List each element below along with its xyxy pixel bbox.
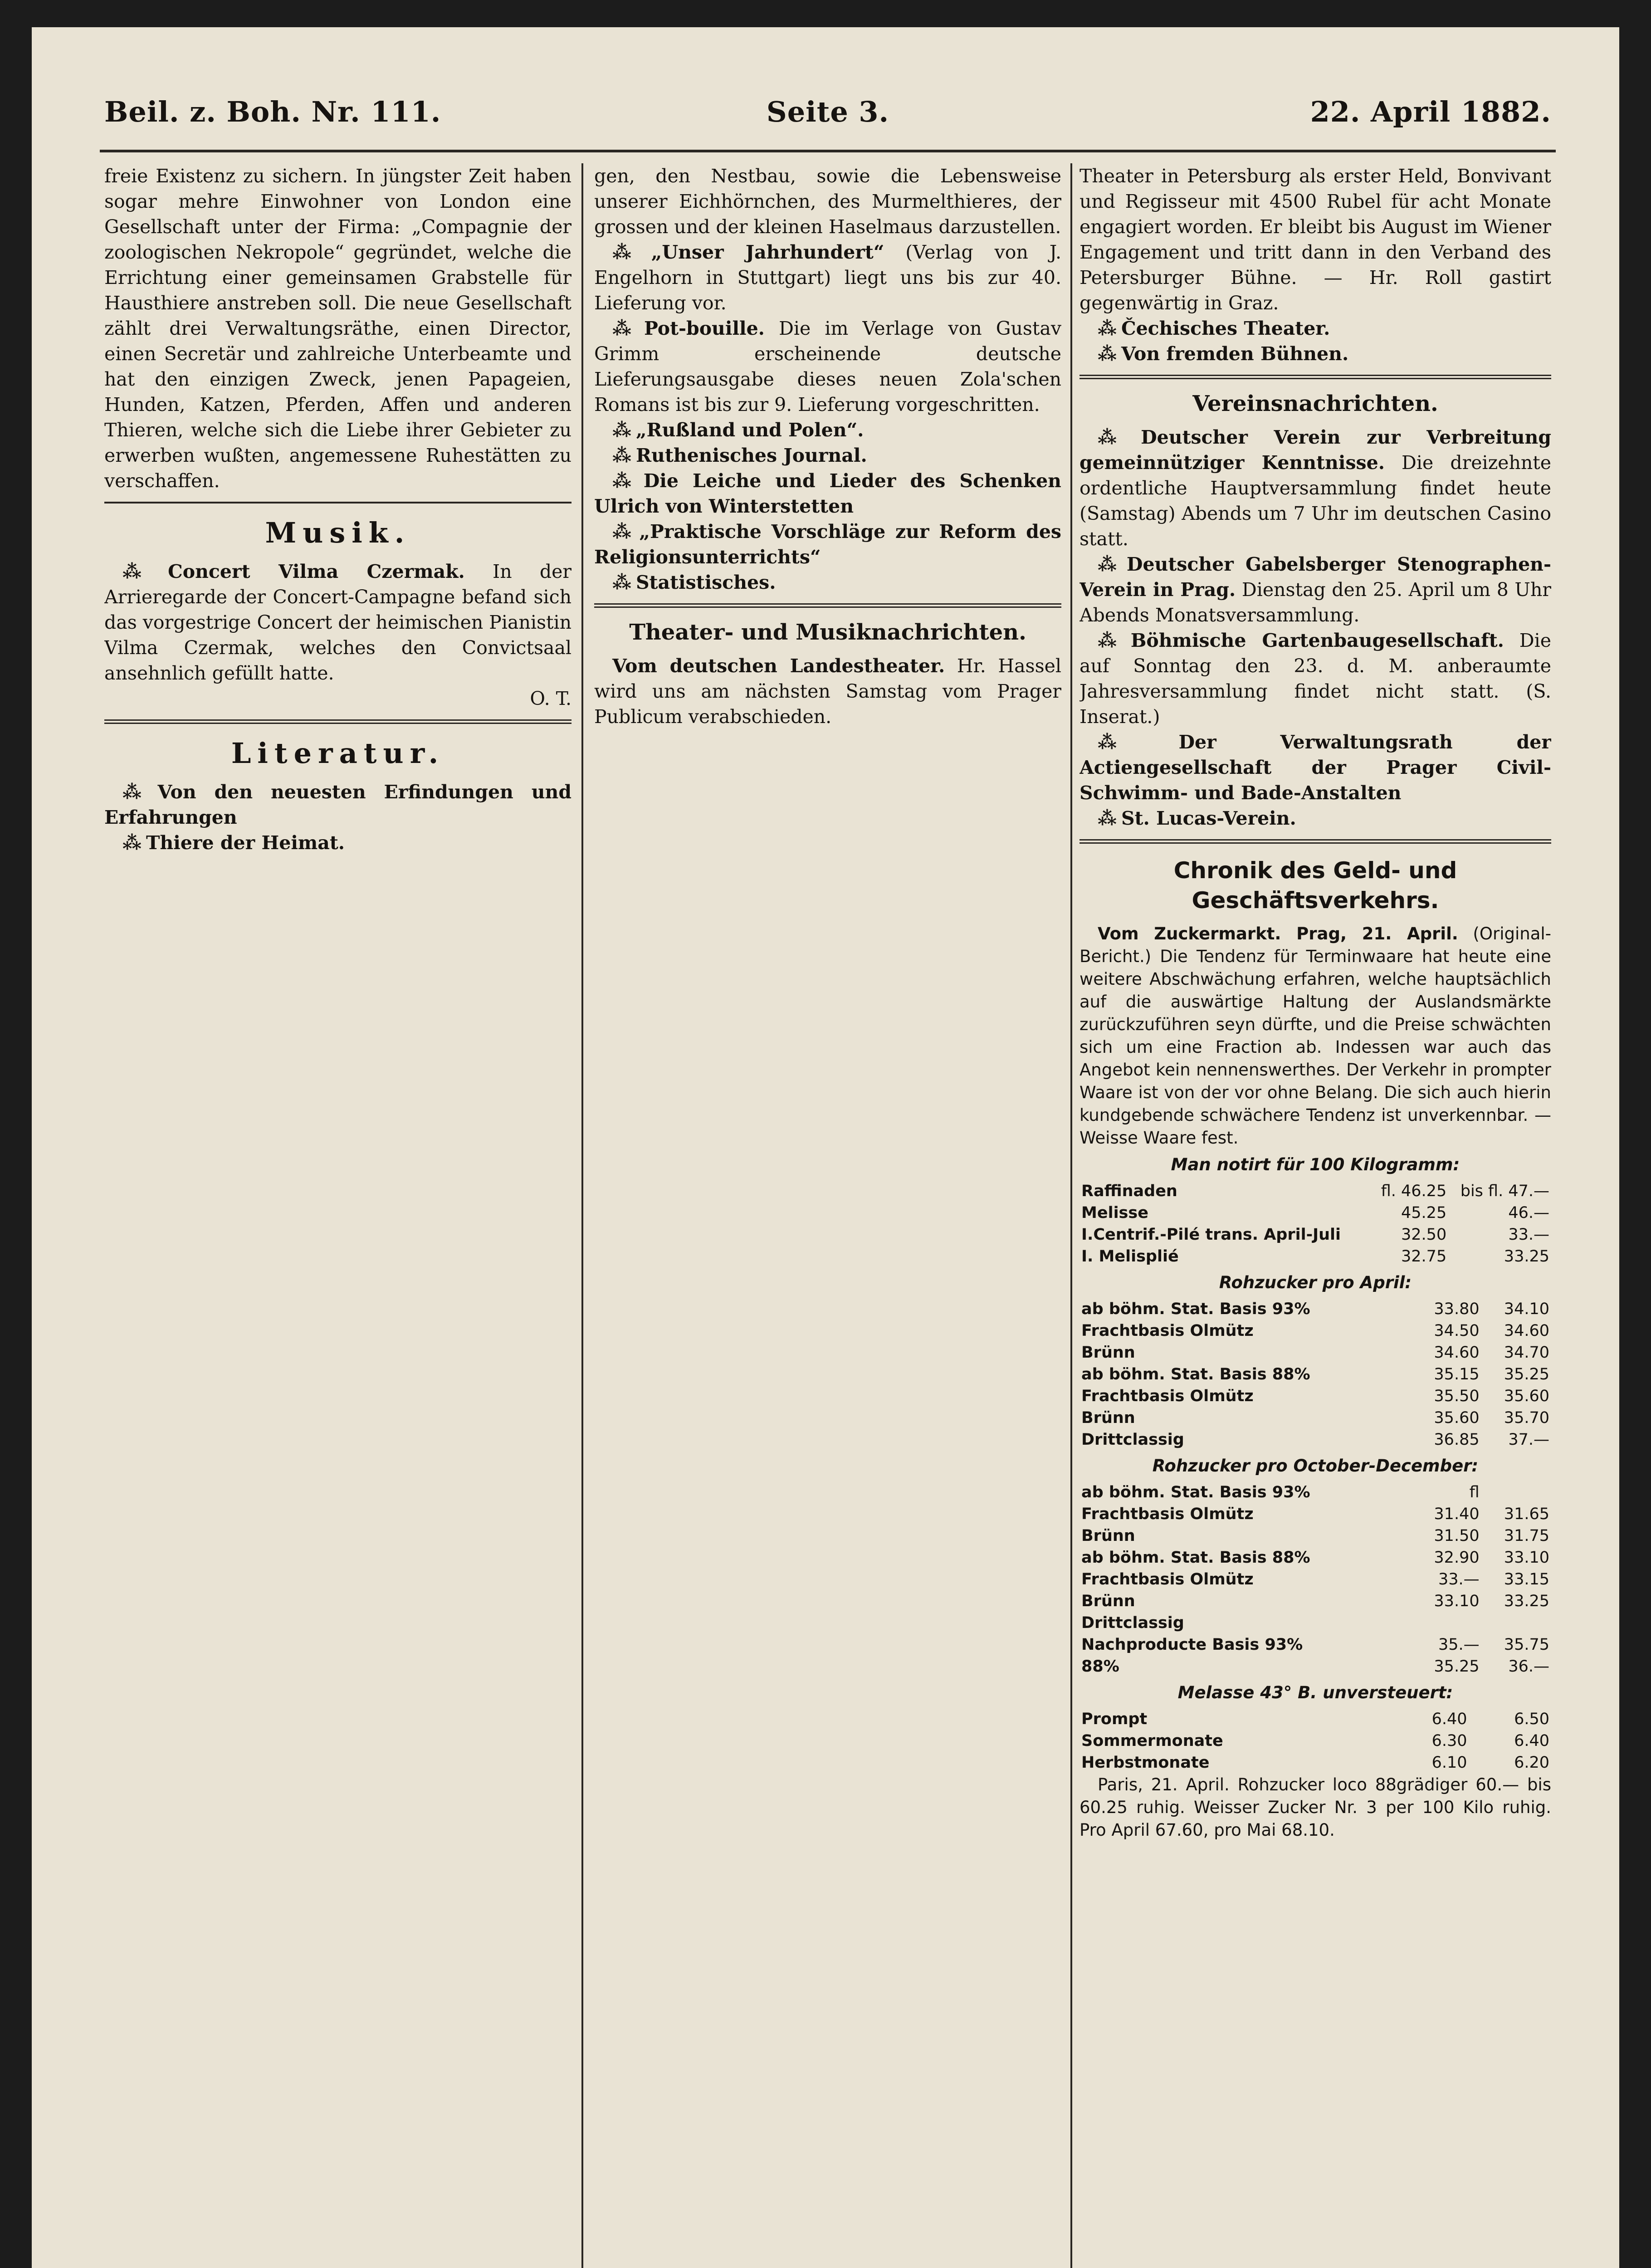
asterism-icon: ⁂ xyxy=(612,241,647,263)
market-label: Frachtbasis Olmütz xyxy=(1081,1387,1254,1405)
market-price xyxy=(1481,1612,1551,1634)
market-price: 33.— xyxy=(1508,1226,1549,1244)
article-heading xyxy=(594,468,1061,519)
asterism-icon: ⁂ xyxy=(122,561,164,582)
asterism-icon: ⁂ xyxy=(612,445,631,466)
market-label: Brünn xyxy=(1081,1592,1135,1610)
article-heading: „Rußland und Polen“. xyxy=(635,419,864,441)
market-price: 37.— xyxy=(1508,1431,1549,1449)
market-row xyxy=(1080,1246,1551,1267)
market-table xyxy=(1080,1180,1551,1267)
market-subheading: Rohzucker pro April: xyxy=(1219,1273,1412,1292)
article-heading: „Unser Jahrhundert“ xyxy=(651,241,884,263)
market-price xyxy=(1481,1481,1551,1503)
asterism-icon: ⁂ xyxy=(612,318,640,339)
market-price: 34.70 xyxy=(1504,1344,1549,1362)
market-label: Brünn xyxy=(1081,1409,1135,1427)
article-heading: „Praktische Vorschläge zur Reform des Religionsunterrichts“ xyxy=(594,521,1061,568)
article-text xyxy=(1080,552,1551,628)
market-row xyxy=(1080,1180,1551,1202)
article-heading: St. Lucas-Verein. xyxy=(1121,807,1296,829)
market-row xyxy=(1080,1656,1551,1677)
article-heading xyxy=(1080,341,1551,367)
market-row xyxy=(1080,1708,1551,1730)
market-label: Frachtbasis Olmütz xyxy=(1081,1570,1254,1589)
market-price: 33.25 xyxy=(1504,1247,1549,1266)
article-text: Dienstag den 25. April um 8 Uhr Abends Monatsversammlung. xyxy=(1080,579,1551,626)
market-price: 32.75 xyxy=(1401,1247,1447,1266)
market-label: ab böhm. Stat. Basis 93% xyxy=(1081,1483,1310,1501)
article-text xyxy=(1080,923,1551,1149)
newspaper-page xyxy=(32,27,1619,2268)
section-heading-music: Musik. xyxy=(265,516,411,549)
column-3 xyxy=(1080,163,1551,2268)
header-page-number: Seite 3. xyxy=(766,95,889,128)
market-label: Frachtbasis Olmütz xyxy=(1081,1505,1254,1523)
article-text: (Verlag von J. Engelhorn in Stuttgart) liegt uns bis zur 40. Lieferung vor. xyxy=(594,241,1061,314)
market-subheading: Man notirt für 100 Kilogramm: xyxy=(1171,1155,1460,1174)
section-rule xyxy=(104,502,572,503)
market-price: bis fl. 47.— xyxy=(1460,1182,1549,1200)
section-rule xyxy=(594,603,1061,608)
market-row xyxy=(1080,1224,1551,1246)
market-price: 6.40 xyxy=(1431,1710,1467,1728)
article-heading: Statistisches. xyxy=(635,572,776,593)
market-label: Brünn xyxy=(1081,1527,1135,1545)
market-price: 6.40 xyxy=(1514,1732,1549,1750)
market-price: 33.— xyxy=(1438,1570,1480,1589)
article-heading xyxy=(1080,729,1551,806)
article-heading: Deutscher Verein zur Verbreitung gemeinnütziger Kenntnisse. xyxy=(1080,426,1551,474)
market-price: fl xyxy=(1469,1483,1480,1501)
market-price: 34.60 xyxy=(1434,1344,1480,1362)
article-heading: Vom Zuckermarkt. Prag, 21. April. xyxy=(1098,924,1458,943)
market-price: 35.50 xyxy=(1434,1387,1480,1405)
section-heading-chronicle: Chronik des Geld- und Geschäftsverkehrs. xyxy=(1173,857,1457,914)
market-label: Herbstmonate xyxy=(1081,1754,1210,1772)
column-1 xyxy=(104,163,572,2268)
market-price: 46.— xyxy=(1508,1204,1549,1222)
article-text: gen, den Nestbau, sowie die Lebensweise unserer Eichhörnchen, des Murmelthieres, der grossen und der kleinen Haselmaus darzustellen. xyxy=(594,165,1061,238)
market-price: 35.60 xyxy=(1434,1409,1480,1427)
market-price: 33.10 xyxy=(1504,1549,1549,1567)
market-price: 35.60 xyxy=(1504,1387,1549,1405)
market-price: 31.75 xyxy=(1504,1527,1549,1545)
market-price: 31.65 xyxy=(1504,1505,1549,1523)
market-row xyxy=(1080,1503,1551,1525)
market-price: 36.— xyxy=(1508,1657,1549,1676)
asterism-icon: ⁂ xyxy=(612,470,639,492)
market-label: ab böhm. Stat. Basis 93% xyxy=(1081,1300,1310,1318)
market-label: Nachproducte Basis 93% xyxy=(1081,1636,1303,1654)
market-price xyxy=(1411,1612,1481,1634)
column-divider xyxy=(1070,163,1072,2268)
article-text xyxy=(1080,425,1551,552)
article-heading: Čechisches Theater. xyxy=(1121,318,1330,339)
article-text: Hr. Hassel wird uns am nächsten Samstag vom Prager Publicum verabschieden. xyxy=(594,655,1061,728)
article-text xyxy=(594,240,1061,316)
section-rule xyxy=(1080,839,1551,844)
article-heading: Concert Vilma Czermak. xyxy=(168,561,465,582)
market-price: 35.25 xyxy=(1504,1365,1549,1383)
market-price: 35.15 xyxy=(1434,1365,1480,1383)
market-row xyxy=(1080,1342,1551,1364)
market-row xyxy=(1080,1730,1551,1752)
asterism-icon: ⁂ xyxy=(612,419,631,441)
market-price: 33.15 xyxy=(1504,1570,1549,1589)
market-price: 6.50 xyxy=(1514,1710,1549,1728)
header-supplement: Beil. z. Boh. Nr. 111. xyxy=(104,95,441,128)
header-rule xyxy=(100,150,1556,152)
market-price: 35.75 xyxy=(1504,1636,1549,1654)
market-label: ab böhm. Stat. Basis 88% xyxy=(1081,1549,1310,1567)
market-row xyxy=(1080,1569,1551,1590)
signature: O. T. xyxy=(530,688,572,709)
market-table xyxy=(1080,1708,1551,1774)
market-price: 36.85 xyxy=(1434,1431,1480,1449)
market-price: 33.80 xyxy=(1434,1300,1480,1318)
asterism-icon: ⁂ xyxy=(1098,318,1117,339)
market-row xyxy=(1080,1612,1551,1634)
market-price: 32.50 xyxy=(1401,1226,1447,1244)
asterism-icon: ⁂ xyxy=(1098,426,1137,448)
market-price: 6.20 xyxy=(1514,1754,1549,1772)
column-2 xyxy=(594,163,1061,2268)
asterism-icon: ⁂ xyxy=(612,521,635,543)
asterism-icon: ⁂ xyxy=(122,832,142,854)
article-heading: Von den neuesten Erfindungen und Erfahrungen xyxy=(104,781,572,828)
market-table xyxy=(1080,1481,1551,1677)
article-text: Die auf Sonntag den 23. d. M. anberaumte Jahresversammlung findet nicht statt. (S. Inserat.) xyxy=(1080,630,1551,728)
article-text xyxy=(1080,628,1551,729)
article-heading: Ruthenisches Journal. xyxy=(635,445,867,466)
market-row xyxy=(1080,1752,1551,1774)
market-row xyxy=(1080,1590,1551,1612)
section-rule xyxy=(1080,375,1551,379)
market-row xyxy=(1080,1364,1551,1385)
market-label: 88% xyxy=(1081,1657,1119,1676)
market-label: Melisse xyxy=(1081,1204,1148,1222)
article-text: In der Arrieregarde der Concert-Campagne befand sich das vorgestrige Concert der heimischen Pianistin Vilma Czermak, welches den Convictsaal ansehnlich gefüllt hatte. xyxy=(104,561,572,684)
article-heading xyxy=(594,519,1061,570)
article-heading xyxy=(594,417,1061,443)
market-label: Prompt xyxy=(1081,1710,1148,1728)
section-rule xyxy=(104,719,572,724)
market-price: 45.25 xyxy=(1401,1204,1447,1222)
article-text xyxy=(594,653,1061,729)
column-divider xyxy=(581,163,583,2268)
article-heading: Thiere der Heimat. xyxy=(146,832,345,854)
market-label: Raffinaden xyxy=(1081,1182,1177,1200)
market-label: Drittclassig xyxy=(1081,1431,1184,1449)
market-row xyxy=(1080,1547,1551,1569)
asterism-icon: ⁂ xyxy=(1098,343,1117,365)
article-text: Die dreizehnte ordentliche Hauptversammlung findet heute (Samstag) Abends um 7 Uhr im deutschen Casino statt. xyxy=(1080,452,1551,550)
market-price: 32.90 xyxy=(1434,1549,1480,1567)
section-heading-literature: Literatur. xyxy=(231,737,445,770)
article-heading xyxy=(594,443,1061,468)
article-heading xyxy=(104,779,572,830)
article-text: Theater in Petersburg als erster Held, Bonvivant und Regisseur mit 4500 Rubel für acht Monate engagiert worden. Er bleibt bis August im Wiener Engagement und tritt dann in den Verband des Petersburger Bühne. — Hr. Roll gastirt gegenwärtig in Graz. xyxy=(1080,165,1551,314)
market-row xyxy=(1080,1525,1551,1547)
article-text: Die im Verlage von Gustav Grimm erscheinende deutsche Lieferungsausgabe dieses neuen Zola'schen Romans ist bis zur 9. Lieferung vorgeschritten. xyxy=(594,318,1061,415)
article-text xyxy=(104,559,572,686)
article-heading xyxy=(1080,316,1551,341)
market-row xyxy=(1080,1634,1551,1656)
article-heading xyxy=(594,570,1061,595)
asterism-icon: ⁂ xyxy=(1098,553,1122,575)
market-price: 35.70 xyxy=(1504,1409,1549,1427)
market-row xyxy=(1080,1407,1551,1429)
article-text xyxy=(594,316,1061,417)
market-price: 31.50 xyxy=(1434,1527,1480,1545)
article-text: freie Existenz zu sichern. In jüngster Zeit haben sogar mehre Einwohner von London eine Gesellschaft unter der Firma: „Compagnie der zoologischen Nekropole“ gegründet, welche die Errichtung einer gemeinsamen Grabstelle für Hausthiere anstreben soll. Die neue Gesellschaft zählt drei Verwaltungsräthe, einen Director, einen Secretär und zahlreiche Unterbeamte und hat den einzigen Zweck, jenen Papageien, Hunden, Katzen, Pferden, Affen und anderen Thieren, welche sich die Liebe ihrer Gebieter zu erwerben wußten, angemessene Ruhestätten zu verschaffen. xyxy=(104,165,572,492)
market-subheading: Melasse 43° B. unversteuert: xyxy=(1177,1683,1453,1702)
market-price: 33.10 xyxy=(1434,1592,1480,1610)
market-label: I.Centrif.-Pilé trans. April-Juli xyxy=(1081,1226,1341,1244)
article-heading: Böhmische Gartenbaugesellschaft. xyxy=(1130,630,1504,651)
market-label: ab böhm. Stat. Basis 88% xyxy=(1081,1365,1310,1383)
market-label: Frachtbasis Olmütz xyxy=(1081,1322,1254,1340)
market-label: I. Melisplié xyxy=(1081,1247,1179,1266)
market-label: Brünn xyxy=(1081,1344,1135,1362)
market-table xyxy=(1080,1298,1551,1451)
section-heading-societies: Vereinsnachrichten. xyxy=(1192,391,1438,416)
section-heading-theater: Theater- und Musiknachrichten. xyxy=(629,620,1026,645)
market-price: 6.30 xyxy=(1431,1732,1467,1750)
market-price: 34.60 xyxy=(1504,1322,1549,1340)
market-row xyxy=(1080,1481,1551,1503)
market-row xyxy=(1080,1320,1551,1342)
asterism-icon: ⁂ xyxy=(612,572,631,593)
market-label: Sommermonate xyxy=(1081,1732,1223,1750)
market-row xyxy=(1080,1385,1551,1407)
market-price: 35.25 xyxy=(1434,1657,1480,1676)
market-row xyxy=(1080,1202,1551,1224)
asterism-icon: ⁂ xyxy=(1098,630,1126,651)
article-heading: Der Verwaltungsrath der Actiengesellschaft der Prager Civil-Schwimm- und Bade-Anstalten xyxy=(1080,731,1551,804)
market-price: 31.40 xyxy=(1434,1505,1480,1523)
market-subheading: Rohzucker pro October-December: xyxy=(1152,1456,1479,1476)
asterism-icon: ⁂ xyxy=(1098,731,1174,753)
market-price: 6.10 xyxy=(1431,1754,1467,1772)
article-text: (Original-Bericht.) Die Tendenz für Terminwaare hat heute eine weitere Abschwächung erfahren, welche hauptsächlich auf die auswärtige Haltung der Auslandsmärkte zurückzuführen seyn dürfte, und die Preise schwächten sich um eine Fraction ab. Indessen war auch das Angebot kein nennenswerthes. Der Verkehr in prompter Waare ist von der vor ohne Belang. Die sich auch hierin kundgebende schwächere Tendenz ist unverkennbar. — Weisse Waare fest. xyxy=(1080,924,1551,1148)
market-row xyxy=(1080,1429,1551,1451)
article-heading xyxy=(104,830,572,855)
article-heading: Deutscher Gabelsberger Stenographen-Verein in Prag. xyxy=(1080,553,1551,601)
asterism-icon: ⁂ xyxy=(122,781,153,803)
market-label: Drittclassig xyxy=(1081,1614,1184,1632)
market-price: 34.50 xyxy=(1434,1322,1480,1340)
article-heading: Pot-bouille. xyxy=(644,318,765,339)
header-date: 22. April 1882. xyxy=(1310,95,1551,128)
article-heading xyxy=(1080,806,1551,831)
article-heading: Die Leiche und Lieder des Schenken Ulrich von Winterstetten xyxy=(594,470,1061,517)
market-price: 35.— xyxy=(1438,1636,1480,1654)
market-price: fl. 46.25 xyxy=(1381,1182,1447,1200)
asterism-icon: ⁂ xyxy=(1098,807,1117,829)
article-text: Paris, 21. April. Rohzucker loco 88grädiger 60.— bis 60.25 ruhig. Weisser Zucker Nr. 3 per 100 Kilo ruhig. Pro April 67.60, pro Mai 68.10. xyxy=(1080,1775,1551,1840)
page-header xyxy=(104,95,1551,141)
market-price: 34.10 xyxy=(1504,1300,1549,1318)
market-price: 33.25 xyxy=(1504,1592,1549,1610)
article-heading: Vom deutschen Landestheater. xyxy=(612,655,945,677)
article-heading: Von fremden Bühnen. xyxy=(1121,343,1349,365)
market-row xyxy=(1080,1298,1551,1320)
